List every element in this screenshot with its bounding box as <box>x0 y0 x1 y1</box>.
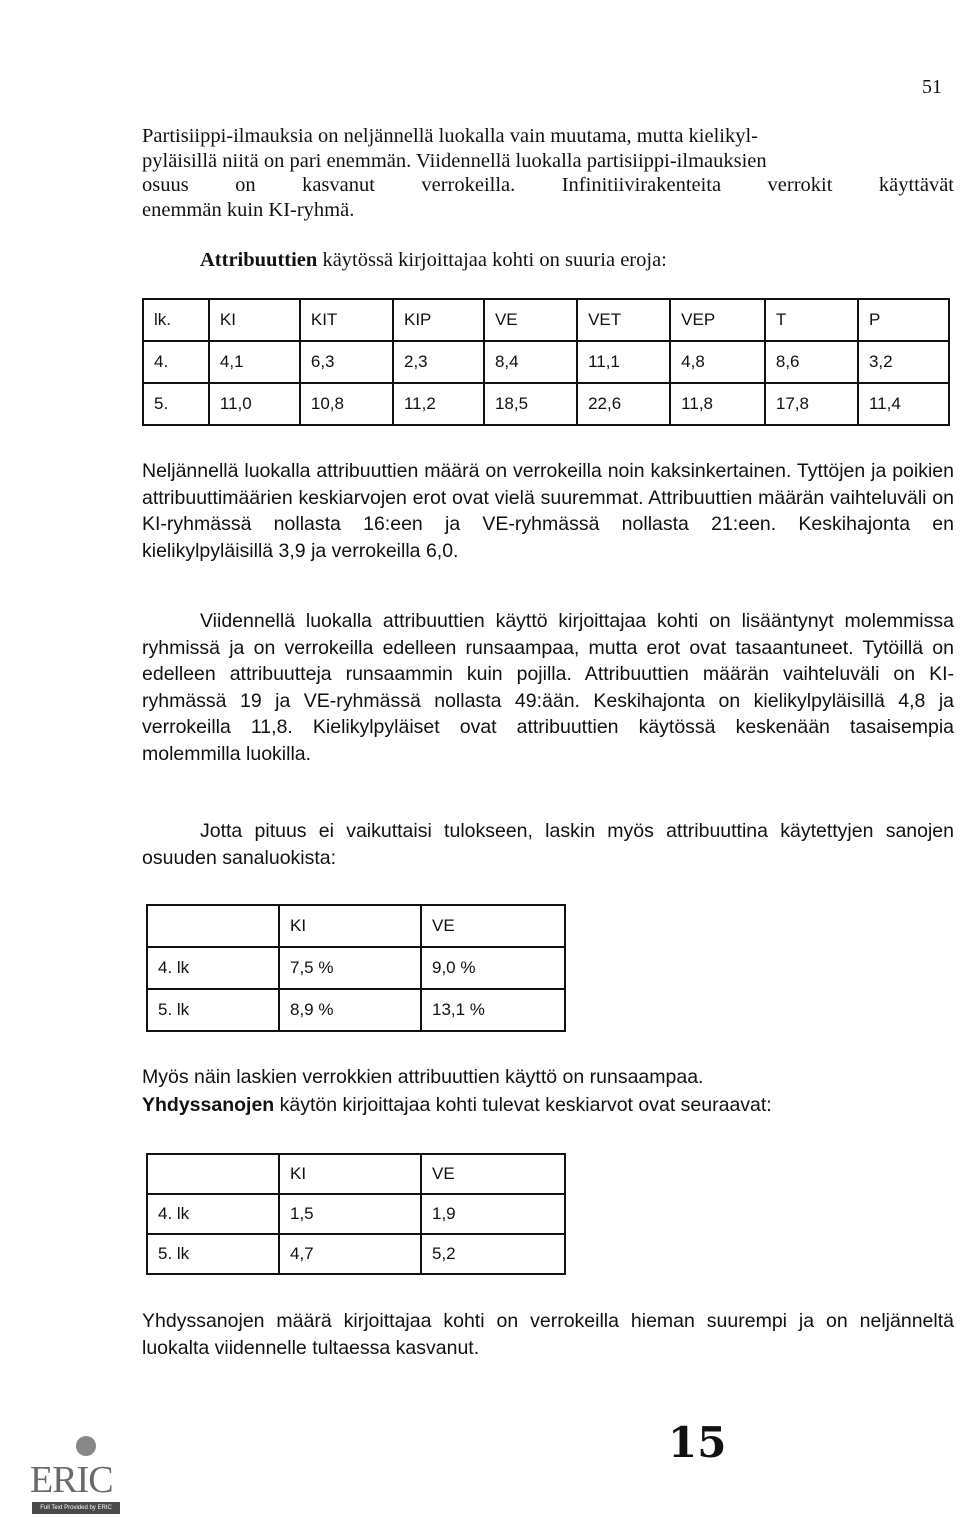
table-cell: 10,8 <box>300 383 393 425</box>
attributes-table <box>142 298 950 426</box>
paragraph-conclusion: Myös näin laskien verrokkien attribuuttien käyttö on runsaampaa. <box>142 1066 704 1088</box>
table-cell: 8,6 <box>765 341 858 383</box>
table-cell: 1,9 <box>421 1194 565 1234</box>
table-cell: 11,4 <box>858 383 949 425</box>
table-cell: 3,2 <box>858 341 949 383</box>
table-cell: 8,9 % <box>279 989 421 1031</box>
table-header-row <box>143 299 949 341</box>
table-cell: 4. lk <box>147 947 279 989</box>
table-cell: VE <box>421 905 565 947</box>
table-cell: T <box>765 299 858 341</box>
paragraph-attributes-intro <box>200 248 960 273</box>
paragraph-compounds-result: Yhdyssanojen määrä kirjoittajaa kohti on verrokeilla hieman suurempi ja on neljänneltä luokalta viidennelle tultaessa kasvanut. <box>142 1310 954 1359</box>
table-row <box>143 341 949 383</box>
paragraph-length-control: Jotta pituus ei vaikuttaisi tulokseen, laskin myös attribuuttina käytettyjen sanojen osuuden sanaluokista: <box>142 820 954 869</box>
paragraph-fourth-grade: Neljännellä luokalla attribuuttien määrä on verrokeilla noin kaksinkertainen. Tyttöjen ja poikien attribuuttimäärien keskiarvojen erot ovat vielä suuremmat. Attribuuttien määrän vaihteluväli on KI-ryhmässä nollasta 16:een ja VE-ryhmässä nollasta 21:een. Keskihajonta en kielikylpyläisillä 3,9 ja verrokeilla 6,0. <box>142 460 954 562</box>
text-span: käytön kirjoittajaa kohti tulevat keskiarvot ovat seuraavat: <box>274 1094 772 1116</box>
table-cell: 22,6 <box>577 383 670 425</box>
compound-words-table <box>146 1153 566 1275</box>
table-cell: KI <box>279 905 421 947</box>
paragraph-fifth-grade: Viidennellä luokalla attribuuttien käyttö kirjoittajaa kohti on lisääntynyt molemmissa ryhmissä ja on verrokeilla edelleen runsaampaa, mutta erot ovat tasaantuneet. Tytöillä on edelleen attribuutteja runsaammin kuin pojilla. Attribuuttien määrän vaihteluväli on KI-ryhmässä 19 ja VE-ryhmässä nollasta 49:ään. Keskihajonta on kielikylpyläisillä 4,8 ja verrokeilla 11,8. Kielikylpyläiset ovat attribuuttien käytössä keskenään tasaisempia molemmilla luokilla. <box>142 610 954 765</box>
table-header-row <box>147 905 565 947</box>
table-cell: 2,3 <box>393 341 484 383</box>
table-cell: KI <box>209 299 300 341</box>
table-cell: 5. lk <box>147 1234 279 1274</box>
table-cell: 11,2 <box>393 383 484 425</box>
table-cell: 11,1 <box>577 341 670 383</box>
table-cell: VEP <box>670 299 765 341</box>
table-cell: 4. lk <box>147 1194 279 1234</box>
table-cell: 8,4 <box>484 341 577 383</box>
table-cell: 13,1 % <box>421 989 565 1031</box>
table-cell: lk. <box>143 299 209 341</box>
text-line: osuus on kasvanut verrokeilla. Infinitiivirakenteita verrokit käyttävät <box>142 174 954 197</box>
footer-page-number: 15 <box>668 1418 727 1467</box>
attribute-share-table <box>146 904 566 1032</box>
table-row <box>147 1234 565 1274</box>
table-cell: VE <box>421 1154 565 1194</box>
page-number: 51 <box>922 76 942 98</box>
table-cell: VE <box>484 299 577 341</box>
table-cell: KIP <box>393 299 484 341</box>
table-cell: 7,5 % <box>279 947 421 989</box>
table-cell: KIT <box>300 299 393 341</box>
paragraph-compounds-intro <box>142 1092 954 1119</box>
table-cell: P <box>858 299 949 341</box>
text-line: enemmän kuin KI-ryhmä. <box>142 198 355 221</box>
table-cell: 11,8 <box>670 383 765 425</box>
paragraph-participle <box>142 124 954 222</box>
table-cell: 4,7 <box>279 1234 421 1274</box>
table-header-row <box>147 1154 565 1194</box>
table-cell: VET <box>577 299 670 341</box>
table-row <box>147 1194 565 1234</box>
table-cell: 9,0 % <box>421 947 565 989</box>
table-cell <box>147 1154 279 1194</box>
text-line: Partisiippi-ilmauksia on neljännellä luokalla vain muutama, mutta kielikyl- <box>142 125 759 147</box>
table-cell: 4. <box>143 341 209 383</box>
table-cell: 11,0 <box>209 383 300 425</box>
text-span: käytössä kirjoittajaa kohti on suuria eroja: <box>317 249 667 271</box>
table-cell: 17,8 <box>765 383 858 425</box>
table-cell: 1,5 <box>279 1194 421 1234</box>
table-cell: 5,2 <box>421 1234 565 1274</box>
table-cell: KI <box>279 1154 421 1194</box>
table-row <box>143 383 949 425</box>
table-cell: 6,3 <box>300 341 393 383</box>
table-cell: 5. <box>143 383 209 425</box>
table-cell <box>147 905 279 947</box>
table-cell: 4,8 <box>670 341 765 383</box>
table-row <box>147 947 565 989</box>
eric-logo-icon <box>76 1436 96 1456</box>
eric-logo-text: ERIC <box>30 1459 113 1501</box>
table-cell: 18,5 <box>484 383 577 425</box>
bold-term: Attribuuttien <box>200 249 318 271</box>
bold-term: Yhdyssanojen <box>142 1094 275 1116</box>
table-cell: 5. lk <box>147 989 279 1031</box>
eric-logo-tagline: Full Text Provided by ERIC <box>32 1502 120 1514</box>
table-cell: 4,1 <box>209 341 300 383</box>
table-row <box>147 989 565 1031</box>
text-line: pyläisillä niitä on pari enemmän. Viidennellä luokalla partisiippi-ilmauksien <box>142 149 767 172</box>
